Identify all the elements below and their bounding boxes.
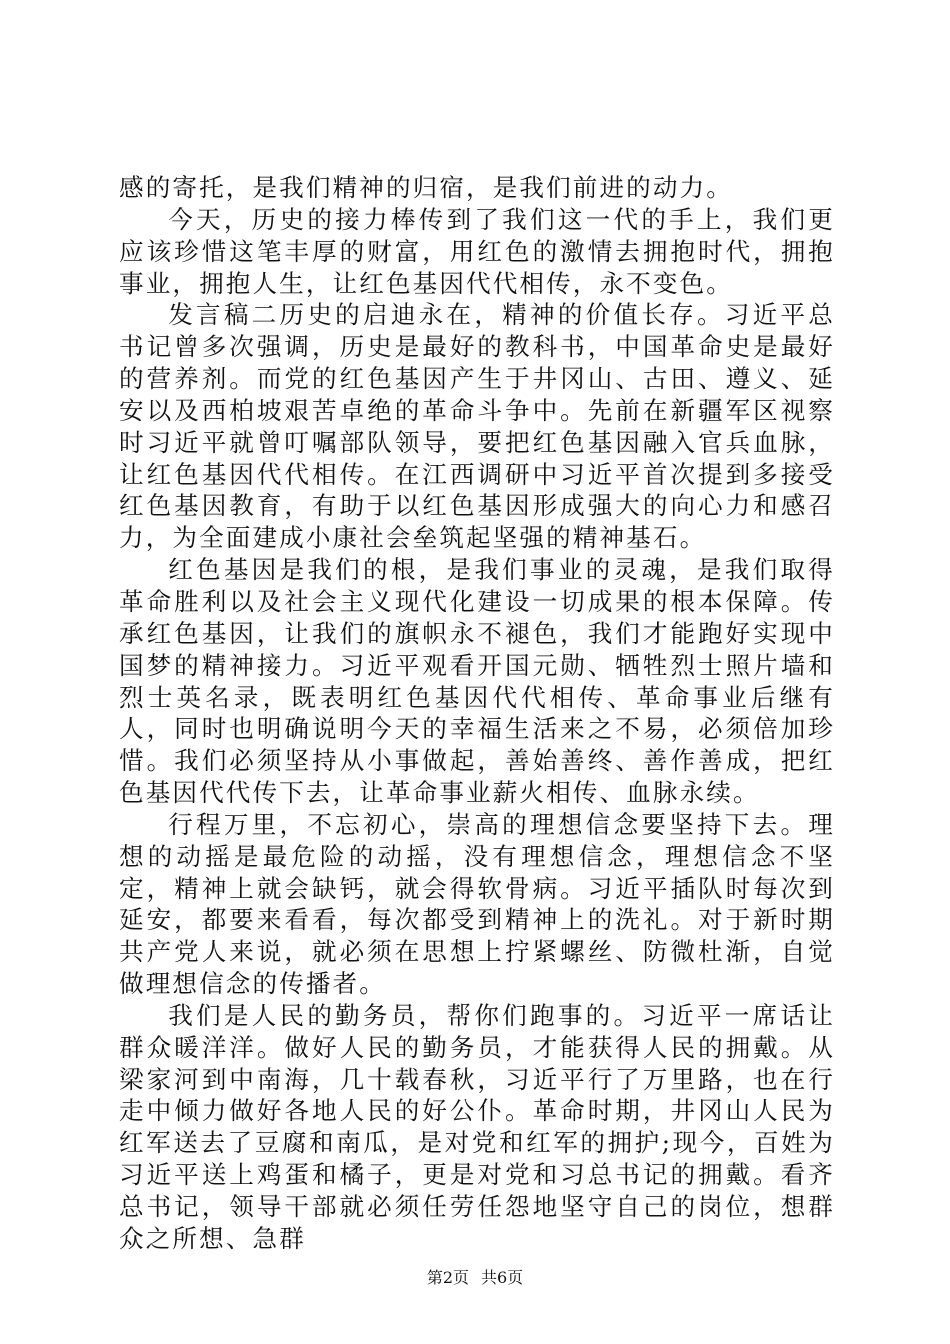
page-total: 共6页: [481, 1268, 524, 1287]
paragraph: 行程万里，不忘初心，崇高的理想信念要坚持下去。理想的动摇是最危险的动摇，没有理想信念，理想信念不坚定，精神上就会缺钙，就会得软骨病。习近平插队时每次到延安，都要来看看，每次都受到精神上的洗礼。对于新时期共产党人来说，就必须在思想上拧紧螺丝、防微杜渐，自觉做理想信念的传播者。: [119, 809, 835, 999]
paragraph: 发言稿二历史的启迪永在，精神的价值长存。习近平总书记曾多次强调，历史是最好的教科书，中国革命史是最好的营养剂。而党的红色基因产生于井冈山、古田、遵义、延安以及西柏坡艰苦卓绝的革命斗争中。先前在新疆军区视察时习近平就曾叮嘱部队领导，要把红色基因融入官兵血脉，让红色基因代代相传。在江西调研中习近平首次提到多接受红色基因教育，有助于以红色基因形成强大的向心力和感召力，为全面建成小康社会垒筑起坚强的精神基石。: [119, 300, 835, 553]
paragraph: 红色基因是我们的根，是我们事业的灵魂，是我们取得革命胜利以及社会主义现代化建设一切成果的根本保障。传承红色基因，让我们的旗帜永不褪色，我们才能跑好实现中国梦的精神接力。习近平观看开国元勋、牺牲烈士照片墙和烈士英名录，既表明红色基因代代相传、革命事业后继有人，同时也明确说明今天的幸福生活来之不易，必须倍加珍惜。我们必须坚持从小事做起，善始善终、善作善成，把红色基因代代传下去，让革命事业薪火相传、血脉永续。: [119, 555, 835, 808]
paragraph: 今天，历史的接力棒传到了我们这一代的手上，我们更应该珍惜这笔丰厚的财富，用红色的激情去拥抱时代，拥抱事业，拥抱人生，让红色基因代代相传，永不变色。: [119, 204, 835, 298]
paragraph: 感的寄托，是我们精神的归宿，是我们前进的动力。: [119, 173, 733, 202]
document-body: [119, 172, 835, 1255]
paragraph: 我们是人民的勤务员，帮你们跑事的。习近平一席话让群众暖洋洋。做好人民的勤务员，才能获得人民的拥戴。从梁家河到中南海，几十载春秋，习近平行了万里路，也在行走中倾力做好各地人民的好公仆。革命时期，井冈山人民为红军送去了豆腐和南瓜，是对党和红军的拥护;现今，百姓为习近平送上鸡蛋和橘子，更是对党和习总书记的拥戴。看齐总书记，领导干部就必须任劳任怨地坚守自己的岗位，想群众之所想、急群: [119, 1000, 835, 1253]
page-footer: [0, 1265, 950, 1288]
page-number: 第2页: [426, 1268, 469, 1287]
